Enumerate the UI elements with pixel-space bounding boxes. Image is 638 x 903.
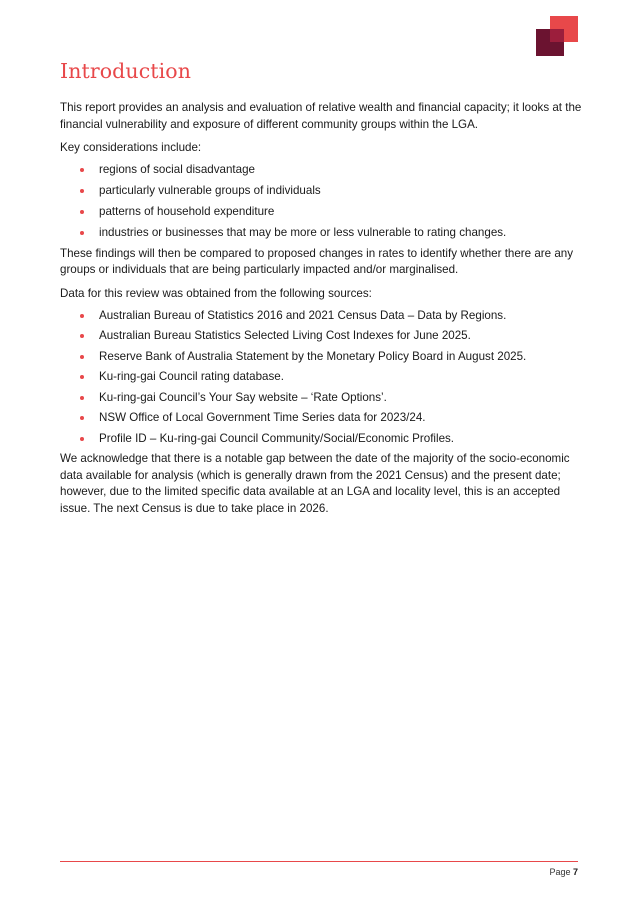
bullet-icon (80, 334, 84, 338)
list-item-text: Australian Bureau of Statistics 2016 and 2021 Census Data – Data by Regions. (99, 308, 507, 322)
list-item-text: NSW Office of Local Government Time Series data for 2023/24. (99, 411, 426, 425)
list-item (60, 410, 582, 431)
data-sources-heading: Data for this review was obtained from the following sources: (60, 286, 372, 300)
page-title: Introduction (60, 59, 192, 83)
list-item (60, 162, 582, 183)
findings-paragraph: These findings will then be compared to proposed changes in rates to identify whether there are any groups or individuals that are being particularly impacted and/or marginalised. (60, 246, 574, 277)
bullet-icon (80, 189, 84, 193)
list-item (60, 390, 582, 411)
document-body (60, 100, 582, 517)
bullet-icon (80, 416, 84, 420)
list-item (60, 204, 582, 225)
list-item (60, 431, 582, 452)
sources-list (60, 308, 582, 452)
list-item-text: particularly vulnerable groups of individuals (99, 183, 321, 197)
list-item (60, 328, 582, 349)
list-item (60, 183, 582, 204)
bullet-icon (80, 437, 84, 441)
footer-divider (60, 861, 578, 862)
list-item-text: Australian Bureau Statistics Selected Living Cost Indexes for June 2025. (99, 329, 471, 343)
page-number (549, 866, 578, 878)
list-item-text: Reserve Bank of Australia Statement by the Monetary Policy Board in August 2025. (99, 349, 527, 363)
list-item (60, 308, 582, 329)
bullet-icon (80, 355, 84, 359)
bullet-icon (80, 210, 84, 214)
list-item-text: industries or businesses that may be more or less vulnerable to rating changes. (99, 225, 507, 239)
list-item (60, 349, 582, 370)
bullet-icon (80, 375, 84, 379)
list-item-text: Ku-ring-gai Council’s Your Say website – ‘Rate Options’. (99, 390, 387, 404)
considerations-list (60, 162, 582, 246)
bullet-icon (80, 314, 84, 318)
intro-paragraph: This report provides an analysis and evaluation of relative wealth and financial capacity; it looks at the financial vulnerability and exposure of different community groups within the LGA. (60, 101, 582, 131)
bullet-icon (80, 396, 84, 400)
acknowledgement-paragraph: We acknowledge that there is a notable gap between the date of the majority of the socio-economic data available for analysis (which is generally drawn from the 2021 Census) and the present date; however, due to the limited specific data available at an LGA and locality level, this is an accepted issue. The next Census is due to take place in 2026. (60, 452, 570, 515)
list-item (60, 225, 582, 246)
key-considerations-heading: Key considerations include: (60, 141, 202, 155)
list-item-text: regions of social disadvantage (99, 162, 255, 176)
list-item-text: Ku-ring-gai Council rating database. (99, 370, 284, 384)
council-logo-icon (536, 16, 578, 56)
list-item-text: Profile ID – Ku-ring-gai Council Community/Social/Economic Profiles. (99, 431, 455, 445)
list-item-text: patterns of household expenditure (99, 204, 275, 218)
list-item (60, 369, 582, 390)
page-label: Page (549, 867, 571, 877)
bullet-icon (80, 168, 84, 172)
page-number-value: 7 (572, 867, 578, 877)
bullet-icon (80, 231, 84, 235)
